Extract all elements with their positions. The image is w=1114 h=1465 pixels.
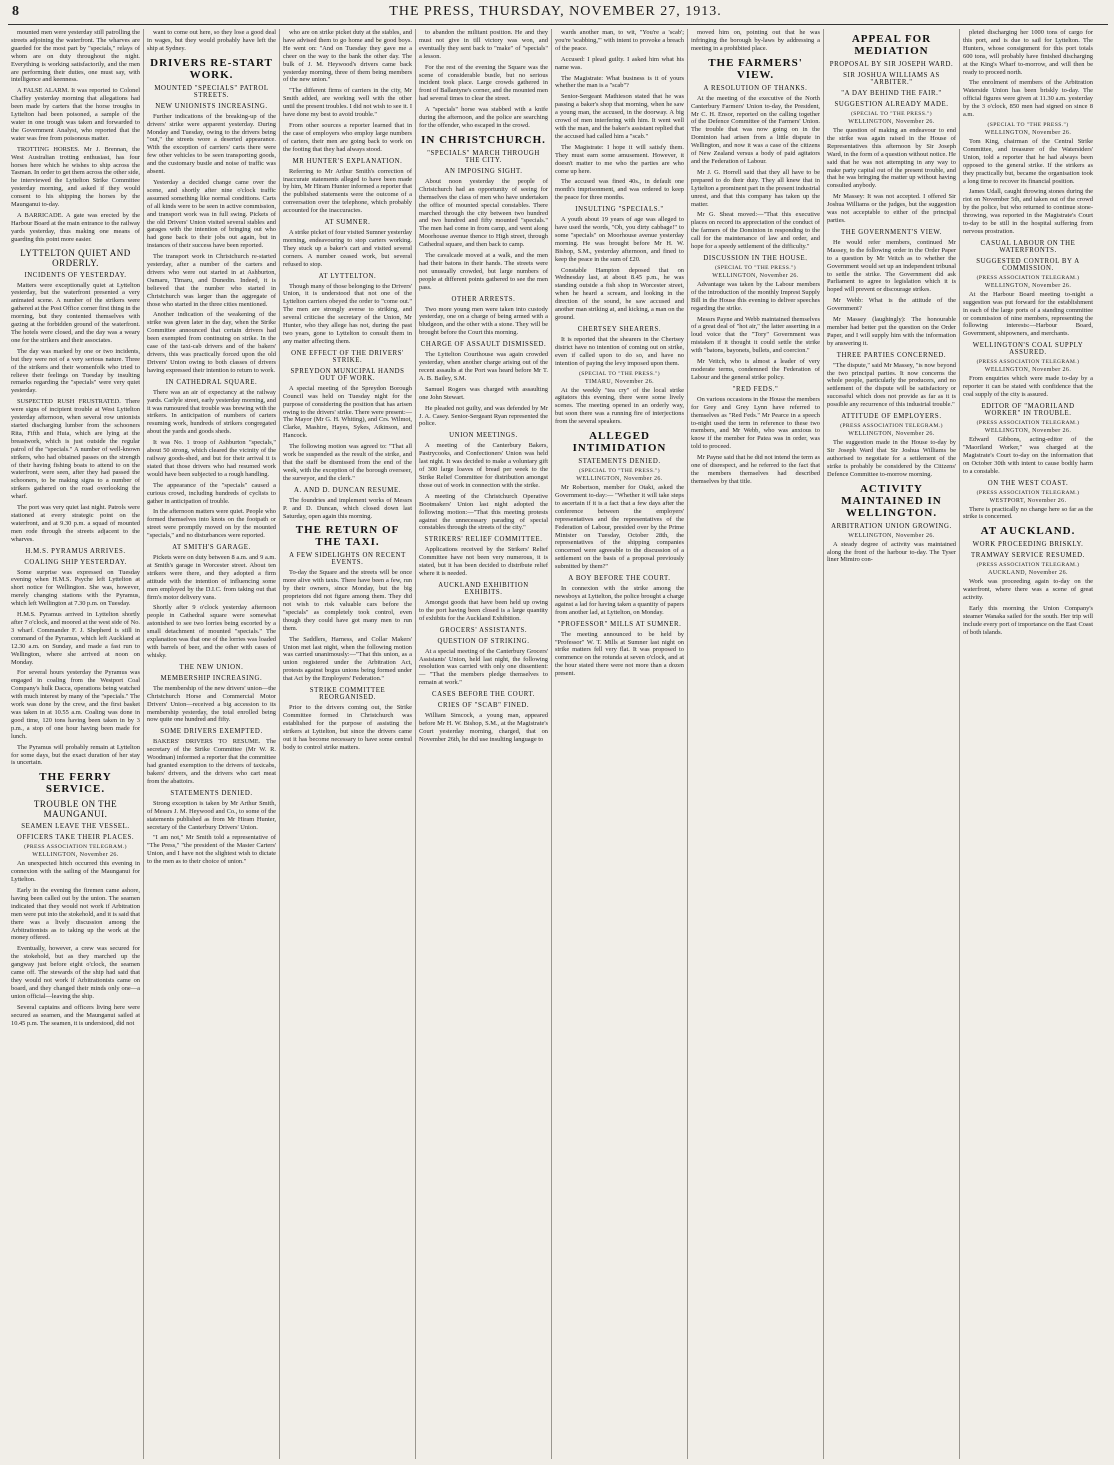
subheadline: OFFICERS TAKE THEIR PLACES. [16, 834, 135, 842]
subheadline: TROUBLE ON THE MAUNGANUI. [33, 799, 118, 820]
headline: IN CHRISTCHURCH. [421, 133, 546, 146]
article-paragraph: "I am not," Mr Smith told a representative of "The Press," "the president of the Master Carters' Union, and I have not the slightest wish to dictate to the men as to their choice of union." [147, 834, 276, 866]
wire-credit: (PRESS ASSOCIATION TELEGRAM.) [976, 562, 1080, 569]
article-paragraph: Mr Massey: It was not accepted. I offered Sir Joshua Williams or the judges, but the suggestion was not acceptable to either of the principal parties. [827, 193, 956, 224]
article-paragraph: "The dispute," said Mr Massey, "is now beyond the two principal parties. It now concerns the whole people, particularly the producers, and no settlement of the dispute will be satisfactory or successful which does not provide as far as it is possible any recurrence of this industrial trouble." [827, 361, 956, 409]
article-paragraph: Constable Hampton deposed that on Wednesday last, at about 8.45 p.m., he was standing outside a fish shop in Worcester street, when he heard a scream, and looking in the direction of the sound, he saw accused and another man striking at, and kicking, a man on the ground. [555, 266, 684, 321]
article-paragraph: It was No. 1 troop of Ashburton "specials," about 50 strong, which cleared the vicinity of the railway goods-shed, and but for their arrival it is stated that those drivers who had resumed work would have been subjected to a rough handling. [147, 439, 276, 478]
headline: THE FARMERS' VIEW. [708, 56, 803, 81]
dateline: WELLINGTON, November 26. [32, 852, 119, 859]
article-paragraph: Mr Massey (laughingly): The honourable member had better put the question on the Order Paper, and I will supply him with the information by answering it. [827, 316, 956, 347]
dateline: WELLINGTON, November 26. [984, 282, 1072, 289]
column-1 [8, 29, 144, 1459]
article-paragraph: At the weekly "tea cry" of the local strike agitators this evening, there were some lively scenes. The meeting opened in an orderly way, but soon there was a running fire of interjections from the several speakers. [555, 386, 684, 426]
subheadline: SUGGESTION ALREADY MADE. [834, 101, 949, 108]
wire-credit: (PRESS ASSOCIATION TELEGRAM.) [976, 420, 1080, 426]
subheadline: MOUNTED "SPECIALS" PATROL STREETS. [154, 84, 269, 99]
article-paragraph: The Lyttelton Courthouse was again crowded yesterday, when another charge arising out of the recent assaults at the Port was heard before Mr T. A. B. Bailey, S.M. [419, 351, 548, 382]
subheadline: "PROFESSOR" MILLS AT SUMNER. [557, 620, 682, 628]
dateline: WESTPORT, November 26. [989, 497, 1067, 504]
article-paragraph: Yesterday a decided change came over the scene, and shortly after nine o'clock traffic assumed something like normal conditions. Carts of all kinds were to be seen in active commission, and transport work was in full swing. Pickets of the old Drivers' Union visited several stables and garages with the intention of bringing out who had gone back to their jobs out again, but in instances of their success have been reported. [147, 178, 276, 250]
article-paragraph: Mr Robertson, member for Otaki, asked the Government to-day:— "Whether it will take steps to ascertain if it is a fact that a few days after the conference between the employers' representatives and the representatives of the Federation of Labour, presided over by the Prime Minister on Tuesday, October 28th, the representatives of the shipping companies concerned were agreeable to the discussion of a settlement on the basis of a proposal previously submitted by them?" [555, 484, 684, 571]
wire-credit: (PRESS ASSOCIATION TELEGRAM.) [976, 359, 1080, 366]
headline: APPEAL FOR MEDIATION [851, 33, 932, 57]
dateline: WELLINGTON, November 26. [984, 129, 1072, 136]
article-paragraph: The following motion was agreed to: "That all work be suspended as the result of the strike, and that the staff be dismissed from the end of the week, with the exception of the borough overseer, the surveyor, and the clerk." [283, 443, 412, 482]
article-paragraph: Early in the evening the firemen came ashore, having been called out by the union. The seamen indicated that they would not work if Arbitration men were put into the stokehold, and it is said that there was a lively discussion among the Arbitrationists as to taking up the work at the money offered. [11, 887, 140, 942]
article-paragraph: The port was very quiet last night. Patrols were stationed at every strategic point on the waterfront, and at 9.30 p.m. a squad of mounted men rode through the streets adjacent to the wharves. [11, 504, 140, 543]
article-paragraph: The Saddlers, Harness, and Collar Makers' Union met last night, when the following motion was carried unanimously:—"That this union, as a union registered under the Arbitration Act, protests against bogus unions being formed under that Act by the Employers' Federation." [283, 635, 412, 683]
subheadline: GROCERS' ASSISTANTS. [439, 626, 528, 634]
article-paragraph: Applications received by the Strikers' Relief Committee have not been very numerous, it is stated, but it has been decided to distribute relief where it is needed. [419, 546, 548, 578]
subheadline: OTHER ARRESTS. [451, 295, 516, 303]
subheadline: SPREYDON MUNICIPAL HANDS OUT OF WORK. [290, 367, 405, 382]
article-paragraph: William Simcock, a young man, appeared before Mr H. W. Bishop, S.M., at the Magistrate's Court yesterday morning, charged, that on November 26th, he did use insulting language to [419, 712, 548, 743]
subheadline: ONE EFFECT OF THE DRIVERS' STRIKE. [291, 349, 404, 364]
article-paragraph: H.M.S. Pyramus arrived in Lyttelton shortly after 7 o'clock, and moored at the west side of No. 3 wharf. Commander F. J. Shepherd is still in command of the Pyramus, which left Auckland at 12.30 a.m. on Sunday, and made a fast run to Wellington, where she arrived at noon on Monday. [11, 611, 140, 666]
subheadline: "A DAY BEHIND THE FAIR." [841, 90, 942, 97]
dateline: AUCKLAND, November 26. [988, 570, 1068, 577]
subheadline: TRAMWAY SERVICE RESUMED. [971, 552, 1085, 560]
article-paragraph: "The different firms of carriers in the city, Mr Smith added, are working well with the other until the present troubles. I did not wish to see it. I have done my best to avoid trouble." [283, 87, 412, 119]
subheadline: AN IMPOSING SIGHT. [444, 167, 523, 175]
subheadline: SOME DRIVERS EXEMPTED. [160, 728, 263, 736]
article-paragraph: The accused was fined 40s., in default one month's imprisonment, and was ordered to keep the peace for three months. [555, 178, 684, 202]
subheadline: MEMBERSHIP INCREASING. [160, 674, 263, 682]
article-paragraph: Some surprise was expressed on Tuesday evening when H.M.S. Psyche left Lyttelton at short notice for Wellington. She was, however, merely changing stations with the Pyramus, which left Wellington at 7.30 p.m. on Tuesday. [11, 568, 140, 608]
article-paragraph: Pickets were on duty between 8 a.m. and 9 a.m. at Smith's garage in Worcester street. About ten strikers were there, and they adopted a firm attitude with the intention of influencing some men employed by the D.I.C. from taking out that firm's motor delivery vans. [147, 554, 276, 601]
subheadline: INSULTING "SPECIALS." [575, 206, 664, 214]
article-paragraph: Advantage was taken by the Labour members of the introduction of the monthly Imprest Supply Bill in the House this evening to deliver speeches regarding the strike. [691, 280, 820, 312]
headline: AT AUCKLAND. [980, 525, 1076, 538]
subheadline: WELLINGTON'S COAL SUPPLY ASSURED. [972, 342, 1084, 357]
article-paragraph: The Pyramus will probably remain at Lyttelton for some days, but the exact duration of her stay is uncertain. [11, 743, 140, 767]
subheadline: CASES BEFORE THE COURT. [431, 691, 536, 699]
article-paragraph: to abandon the militant position. He and they must not give in till victory was won, and eventually they sent back to "make" of "specials" a lesson. [419, 29, 548, 60]
subheadline: CASUAL LABOUR ON THE WATERFRONTS. [980, 239, 1076, 254]
article-paragraph: For several hours yesterday the Pyramus was engaged in coaling from the Westport Coal Company's hulk Dacca, operations being watched with much interest by many of the "specials." The work was done by the crew, and the first basket was taken in at 10.55 a.m. Coaling was done in good time, 120 tons having been taken in by 3 p.m., a stop of one hour having been made for lunch. [11, 669, 140, 740]
dateline: WELLINGTON, November 26. [576, 476, 663, 483]
article-paragraph: The appearance of the "specials" caused a curious crowd, including hundreds of cyclists to gather in anticipation of trouble. [147, 481, 276, 505]
article-paragraph: Further indications of the breaking-up of the drivers' strike were apparent yesterday. During Monday and Tuesday, owing to the drivers being "out," the streets wore a deserted appearance. With the exception of carriers' carts there were few other vehicles to be seen transporting goods, and the customary bustle and noise of traffic was absent. [147, 112, 276, 176]
article-paragraph: There is practically no change here so far as the strike is concerned. [963, 505, 1093, 521]
column-4 [416, 29, 552, 1459]
subheadline: "SPECIALS" MARCH THROUGH THE CITY. [427, 149, 540, 164]
masthead [8, 4, 1108, 25]
dateline: WELLINGTON, November 26. [848, 532, 935, 539]
dateline: WELLINGTON, November 26. [984, 367, 1072, 374]
subheadline: AUCKLAND EXHIBITION EXHIBITS. [438, 581, 529, 596]
subheadline: A FEW SIDELIGHTS ON RECENT EVENTS. [289, 552, 406, 567]
article-paragraph: Another indication of the weakening of the strike was given later in the day, when the Strike Committee announced that certain drivers had been exempted from continuing on strike. In the case of the taxi-cab drivers and of the bakers' drivers, this was practically forced upon the old Drivers' Union owing to both classes of drivers having expressed their intention to return to work. [147, 311, 276, 374]
subheadline: SEAMEN LEAVE THE VESSEL. [21, 823, 130, 831]
article-paragraph: In connexion with the strike among the newsboys at Lyttelton, the police brought a charge against a lad for having taken a quantity of papers from another lad, at Lyttelton, on Monday. [555, 585, 684, 616]
wire-credit: (SPECIAL TO "THE PRESS.") [579, 370, 660, 377]
headline: THE FERRY SERVICE. [39, 771, 112, 796]
article-paragraph: From other sources a reporter learned that in the case of employers who employ large numbers of carters, their men are going back to work on the footing that they had always stood. [283, 121, 412, 153]
subheadline: WORK PROCEEDING BRISKLY. [972, 541, 1084, 549]
article-paragraph: Shortly after 9 o'clock yesterday afternoon people in Cathedral square were somewhat astonished to see two lorries being escorted by a small detachment of mounted "specials." The explanation was that one of the lorries was loaded with barrels of beer, and the other with cases of whisky. [147, 604, 276, 659]
subheadline: COALING SHIP YESTERDAY. [24, 558, 127, 566]
wire-credit: (PRESS ASSOCIATION TELEGRAM.) [840, 423, 943, 430]
subheadline: THREE PARTIES CONCERNED. [836, 351, 947, 359]
article-paragraph: Prior to the drivers coming out, the Strike Committee formed in Christchurch was established for the purpose of assisting the strikers at Lyttelton, but since the drivers came out it has become necessary to have some central body to control strike matters. [283, 704, 412, 751]
article-paragraph: Several captains and officers living here were secured as seamen, and the Maunganui sailed at 10.45 p.m. The seamen, it is understood, did not [11, 1003, 140, 1027]
article-paragraph: A meeting of the Christchurch Operative Bootmakers' Union last night adopted the following motion:—"That this meeting protests against the unnecessary parading of special constables through the streets of the city." [419, 492, 548, 532]
subheadline: AT SMITH'S GARAGE. [172, 544, 251, 552]
article-paragraph: The suggestion made in the House to-day by Sir Joseph Ward that Sir Joshua Williams be authorised to negotiate for a settlement of the strike is probably be considered by the Citizens' Defence Committee to-morrow morning. [827, 439, 956, 478]
columns-container [8, 29, 1108, 1459]
article-paragraph: Strong exception is taken by Mr Arthur Smith, of Messrs J. M. Heywood and Co., to some of the statements published as from Mr Hiram Hunter, secretary of the Canterbury Drivers' Union. [147, 799, 276, 831]
article-paragraph: Samuel Rogers was charged with assaulting one John Stewart. [419, 385, 548, 401]
article-paragraph: The day was marked by one or two incidents, but they were not of a very serious nature. Three of the strikers and their womenfolk who tried to relieve their feelings on Tuesday by insulting remarks regarding the "specials" were very quiet yesterday. [11, 347, 140, 395]
dateline: WELLINGTON, November 26. [848, 431, 935, 438]
article-paragraph: Matters were exceptionally quiet at Lyttelton yesterday, but the waterfront presented a very animated scene. A number of the strikers were gathered at the Post Office corner first thing in the morning, but they contented themselves with gazing at the forbidden ground of the waterfront. The hotels were closed, and the day was a weary one for the strikers and their associates. [11, 281, 140, 344]
column-7 [824, 29, 960, 1459]
dateline: WELLINGTON, November 26. [712, 272, 799, 279]
subheadline: CRIES OF "SCAB" FINED. [437, 702, 530, 710]
article-paragraph: It is reported that the shearers in the Chertsey district have no intention of coming out on strike, even if called upon to do so, and have no intention of paying the levy imposed upon them. [555, 335, 684, 367]
column-3 [280, 29, 416, 1459]
subheadline: STRIKERS' RELIEF COMMITTEE. [424, 536, 543, 544]
subheadline: NEW UNIONISTS INCREASING. [155, 102, 268, 110]
article-paragraph: Referring to Mr Arthur Smith's correction of inaccurate statements alleged to have been made by him, Mr Hiram Hunter informed a reporter that the published statements were the outcome of a conversation over the telephone, which probably accounted for the inaccuracies. [283, 167, 412, 215]
article-paragraph: Tom King, chairman of the Central Strike Committee, and treasurer of the Watersiders' Union, told a reporter that he had always been opposed to the general strike. If the strikers as they practically but, became the organisation took a long time to recover its financial position. [963, 137, 1093, 185]
article-paragraph: The Magistrate: I hope it will satisfy them. They must earn some amusement. However, it doesn't matter to me who the parties are who come up here. [555, 143, 684, 175]
column-2 [144, 29, 280, 1459]
article-paragraph: In the afternoon matters were quiet. People who formed themselves into knots on the footpath or street were promptly moved on by the mounted "specials," and no disturbances were reported. [147, 508, 276, 540]
subheadline: H.M.S. PYRAMUS ARRIVES. [25, 547, 126, 555]
article-paragraph: want to come out here, so they lose a good deal in wages, but they would probably have left the ship at Sydney. [147, 29, 276, 52]
subheadline: "RED FEDS." [732, 385, 779, 393]
article-paragraph: SUSPECTED RUSH FRUSTRATED. There were signs of incipient trouble at West Lyttelton yesterday afternoon, when several row unionists started discharging lumber from the schooners Rita, Fifth and Huia, which are lying at the breastwork, which is just outside the regular patrol of the "specials." A number of well-known strikers, who had obtained passes on the strength of their having fishing boats to attend to on the waterfront, were seen, after they had passed the schooners, to be making signs to a number of strikers gathered on the road overlooking the wharf. [11, 398, 140, 501]
article-paragraph: Eventually, however, a crew was secured for the stokehold, but as they marched up the gangway just before eight o'clock, the seamen came off. The stewards of the ship had said that they would not work if Arbitrationists came on board, and they changed their minds only one—a union official—leaving the ship. [11, 945, 140, 1000]
article-paragraph: A special meeting of the Spreydon Borough Council was held on Tuesday night for the purpose of considering the position that has arisen owing to the drivers' strike. There were present:—The Mayor (Mr G. H. Whiting), and Crs. Wilmot, Clarke, Mashire, Hayes, Sykes, Atkinson, and Hancock. [283, 384, 412, 440]
subheadline: SUGGESTED CONTROL BY A COMMISSION. [976, 257, 1080, 272]
subheadline: CHARGE OF ASSAULT DISMISSED. [420, 341, 547, 349]
wire-credit: (PRESS ASSOCIATION TELEGRAM.) [976, 274, 1080, 281]
column-8 [960, 29, 1096, 1459]
article-paragraph: The foundries and implement works of Messrs P. and D. Duncan, which closed down last Saturday, open again this morning. [283, 496, 412, 520]
article-paragraph: He would refer members, continued Mr Massey, to the following order in the Order Paper to a question by Mr Veitch as to whether the Government would set up an independent tribunal to settle the strike. The Government did ask Parliament to agree to legislation which it is hoped will prevent or discourage strikes. [827, 238, 956, 294]
subheadline: A BOY BEFORE THE COURT. [568, 575, 671, 583]
article-paragraph: For the rest of the evening the Square was the scene of considerable bustle, but no serious incident took place. Large crowds gathered in front of Ballantyne's corner, and the mounted men had several times to clear the street. [419, 63, 548, 103]
article-paragraph: Mr Payne said that he did not intend the term as one of disrespect, and he referred to the fact that the members themselves had described themselves by that title. [691, 454, 820, 485]
article-paragraph: BAKERS' DRIVERS TO RESUME. The secretary of the Strike Committee (Mr W. R. Woodman) informed a reporter that the committee had granted exemption to the drivers of taxicabs, bakers' drivers, and the drivers who cart meat from the abattoirs. [147, 738, 276, 785]
column-6 [688, 29, 824, 1459]
subheadline: ATTITUDE OF EMPLOYERS. [841, 413, 942, 421]
headline: THE RETURN OF THE TAXI. [295, 524, 400, 549]
article-paragraph: Two more young men were taken into custody yesterday, one on a charge of being armed with a bludgeon, and the other with a stone. They will be brought before the Court this morning. [419, 305, 548, 337]
subheadline: STATEMENTS DENIED. [578, 458, 661, 466]
article-paragraph: Mr J. G. Horrell said that they all have to be prepared to do their duty. They all knew that in Lyttelton a prominent part in the present industrial unrest, and that this company has taken up the matter. [691, 168, 820, 208]
article-paragraph: The transport work in Christchurch re-started yesterday, after a number of the carters and drivers who were out started in at Ashburton, Oamaru, Timaru, and Dunedin. Indeed, it is believed that the number who started in Christchurch was larger than the aggregate of those who started in the three cities mentioned. [147, 253, 276, 308]
dateline: TIMARU, November 26. [585, 378, 654, 385]
subheadline: AT LYTTELTON. [318, 272, 377, 280]
article-paragraph: The question of making an endeavour to end the strike was again raised in the House of Representatives this afternoon by Sir Joseph Ward, in the form of a question without notice. He said that he was not attempting in any way to make party capital out of the present trouble, and that he was bringing the matter up without having consulted anybody. [827, 127, 956, 190]
article-paragraph: He pleaded not guilty, and was defended by Mr J. A. Casey. Senior-Sergeant Ryan represented the police. [419, 404, 548, 428]
column-5 [552, 29, 688, 1459]
article-paragraph: Messrs Payne and Webb maintained themselves of a great deal of "hot air," the latter asserting in a loud voice that the "Tory" Government was mistaken if it thought it could settle the strike with "batons, bayonets, bullets, and coercion." [691, 315, 820, 355]
wire-credit: (SPECIAL TO "THE PRESS.") [851, 111, 932, 117]
subheadline: AT SUMNER. [324, 219, 371, 227]
article-paragraph: A steady degree of activity was maintained along the front of the harbour to-day. The Tyser liner Mimiro con- [827, 540, 956, 564]
article-paragraph: About noon yesterday the people of Christchurch had an opportunity of seeing for themselves the class of men who have undertaken the office of mounted special constables. There marched through the city between two hundred and two hundred and fifty mounted "specials." The men had come in from camp, and went along Moorhouse avenue thence to High street, through Cathedral square, and then back to camp. [419, 177, 548, 249]
article-paragraph: Work was proceeding again to-day on the waterfront, where there was a scene of great activity. [963, 578, 1093, 602]
subheadline: A RESOLUTION OF THANKS. [703, 84, 808, 92]
article-paragraph: James Udall, caught throwing stones during the riot on November 5th, and taken out of the crowd by the police, but who returned to continue stone-throwing, was reported in the Magistrate's Court to-day to be still in the hospital suffering from nervous prostration. [963, 188, 1093, 235]
article-paragraph: Amongst goods that have been held up owing to the port having been closed is a large quantity of exhibits for the Auckland Exhibition. [419, 598, 548, 622]
article-paragraph: From enquiries which were made to-day by a reporter it can be stated with confidence that the coal supply of the city is assured. [963, 375, 1093, 399]
article-paragraph: Mr Webb: What is the attitude of the Government? [827, 297, 956, 313]
subheadline: MR HUNTER'S EXPLANATION. [292, 157, 403, 165]
article-paragraph: At the Harbour Board meeting to-night a suggestion was put forward for the establishment in each of the large ports of a standing committee or commission of nine members, representing the following interests:—Harbour Board, Government, shipowners, and merchants. [963, 290, 1093, 338]
subheadline: SIR JOSHUA WILLIAMS AS "ARBITER." [843, 72, 940, 86]
article-paragraph: pleted discharging her 1000 tons of cargo for this port, and is due to sail for Lyttelton. The Hunters, whose consignment for this port totals 600 tons, will probably have finished discharging at the King's Wharf to-morrow, and will then be ready to proceed north. [963, 29, 1093, 76]
article-paragraph: Mr Veitch, who is almost a leader of very moderate terms, condemned the Federation of Labour and the general strike policy. [691, 358, 820, 381]
subheadline: CHERTSEY SHEARERS. [577, 325, 662, 333]
subheadline: QUESTION OF STRIKING. [437, 637, 530, 645]
article-paragraph: A BARRICADE. A gate was erected by the Harbour Board at the main entrance to the railway yards yesterday, thus making one means of guarding this point more easier. [11, 211, 140, 243]
article-paragraph: The meeting announced to be held by "Professor" W. T. Mills at Sumner last night on strike matters fell very flat. It was proposed to commence on the rotunda at seven o'clock, and at the hour stated there were not more than a dozen present. [555, 630, 684, 678]
headline: DRIVERS RE-START WORK. [150, 56, 273, 81]
article-paragraph: Mr G. Sheat moved:—"That this executive places on record its appreciation of the conduct of the farmers of the Dominion in responding to the call for the maintenance of law and order, and hope for a speedy settlement of the difficulty." [691, 211, 820, 251]
wire-credit: (SPECIAL TO "THE PRESS.") [579, 468, 660, 475]
article-paragraph: The enrolment of members of the Arbitration Waterside Union has been briskly to-day. The official figures were given at 11.30 a.m. yesterday by the 3 o'clock, 850 men had signed on since 8 a.m. [963, 79, 1093, 119]
subheadline: PROPOSAL BY SIR JOSEPH WARD. [829, 61, 954, 68]
article-paragraph: At a special meeting of the Canterbury Grocers' Assistants' Union, held last night, the following resolution was carried with only one dissentient:— "That the members pledge themselves to remain at work." [419, 647, 548, 687]
article-paragraph: Though many of those belonging to the Drivers' Union, it is understood that not one of the Lyttelton carriers obeyed the order to "come out." The men are strongly averse to striking, and several criticise the secretary of the Union, Mr Hunter, who they allege has not, during the past two years, gone to Lyttelton to consult them in any matter affecting them. [283, 282, 412, 345]
article-paragraph: Accused: I plead guilty. I asked him what his name was. [555, 55, 684, 71]
article-paragraph: mounted men were yesterday still patrolling the streets adjoining the waterfront. The wharves are guarded for the most part by "specials," relays of whom are on duty throughout the night. Everything is working satisfactorily, and the men are performing their duties, one must say, with intelligence and keenness. [11, 29, 140, 84]
wire-credit: (SPECIAL TO "THE PRESS.") [715, 264, 796, 271]
article-paragraph: Edward Gibbons, acting-editor of the "Maoriland Worker," was charged at the Magistrate's Court to-day on the information that on October 30th with intent to cause bodily harm to a constable. [963, 436, 1093, 475]
article-paragraph: A "specials" horse was stabbed with a knife during the afternoon, and the police are searching for the offender, who escaped in the crowd. [419, 106, 548, 129]
subheadline: ON THE WEST COAST. [987, 479, 1069, 487]
article-paragraph: The cavalcade moved at a walk, and the men had their batons in their hands. The streets were not unusually crowded, but large numbers of people at different points gathered to see the men pass. [419, 252, 548, 291]
article-paragraph: wards another man, to wit, "You're a 'scab'; you're 'scabbing,'" with intent to provoke a breach of the peace. [555, 29, 684, 52]
article-paragraph: A strike picket of four visited Sumner yesterday morning, endeavouring to stop carters working. They stuck up a baker's cart and visited several corners. A number ceased work, but several refused to stop. [283, 229, 412, 268]
subheadline: THE GOVERNMENT'S VIEW. [840, 228, 943, 236]
subheadline: IN CATHEDRAL SQUARE. [165, 378, 258, 386]
subheadline: UNION MEETINGS. [449, 432, 518, 440]
subheadline: STRIKE COMMITTEE REORGANISED. [309, 687, 386, 702]
subheadline: DISCUSSION IN THE HOUSE. [703, 254, 808, 262]
page-number: 8 [12, 4, 19, 19]
headline: ALLEGED INTIMIDATION [572, 430, 667, 455]
article-paragraph: A FALSE ALARM. It was reported to Colonel Chaffey yesterday morning that allegations had been made by carters that the horse troughs in Lyttelton had been poisoned, a sample of the water in one trough was taken and forwarded to the Government Analyst, who reported that the water was free from poisonous matter. [11, 87, 140, 142]
wire-credit: (SPECIAL TO "THE PRESS.") [987, 121, 1069, 128]
masthead-title: THE PRESS, THURSDAY, NOVEMBER 27, 1913. [389, 4, 722, 19]
subheadline: A. AND D. DUNCAN RESUME. [293, 486, 402, 494]
subheadline: INCIDENTS OF YESTERDAY. [24, 271, 127, 279]
subheadline: STATEMENTS DENIED. [170, 789, 253, 797]
article-paragraph: TROTTING HORSES. Mr J. Brennan, the West Australian trotting enthusiast, has four horses here which he wishes to ship across the Tasman. In order to get them across the other side, he interviewed the Lyttelton Strike Committee yesterday morning, and asked if they would consent to his shipping the horses by the Maunganui to-day. [11, 145, 140, 209]
article-paragraph: Early this morning the Union Company's steamer Wanaka sailed for the south. Her trip will include every port of importance on the East Coast of both islands. [963, 605, 1093, 636]
article-paragraph: A meeting of the Canterbury Bakers, Pastrycooks, and Confectioners' Union was held last night. It was decided to make a voluntary gift of 300 large loaves of bread per week to the Strike Relief Committee for distribution amongst those out of work in connection with the strike. [419, 442, 548, 489]
headline: ACTIVITY MAINTAINED IN WELLINGTON. [841, 482, 942, 519]
wire-credit: (PRESS ASSOCIATION TELEGRAM.) [24, 844, 127, 851]
dateline: WELLINGTON, November 26. [848, 119, 935, 125]
subheadline: LYTTELTON QUIET AND ORDERLY. [20, 247, 131, 268]
article-paragraph: The Magistrate: What business is it of yours whether the man is a "scab"? [555, 74, 684, 90]
article-paragraph: Senior-Sergeant Mathieson stated that he was passing a baker's shop that morning, when he saw a young man, the accused, in the doorway. A big crowd of men interfering with him. It went well with the man, and the baker's assistant replied that the accused had called him a "scab." [555, 93, 684, 140]
article-paragraph: The membership of the new drivers' union—the Christchurch Horse and Commercial Motor Drivers' Union—received a big accession to its membership yesterday, the total enrolled being now quite one hundred and fifty. [147, 684, 276, 724]
article-paragraph: A youth about 19 years of age was alleged to have used the words, "Oh, you dirty cabbage!" to some "specials" on Moorhouse avenue yesterday morning. He was brought before Mr H. W. Bishop, S.M., yesterday afternoon, and fined to keep the peace in the sum of £20. [555, 216, 684, 263]
article-paragraph: To-day the Square and the streets will be once more alive with taxis. There have been a few, run by their owners, since Monday, but the big proprietors did not figure among them. They did not wish to risk valuable cars before the "specials" as completely took control, even though they could have got many men to run them. [283, 569, 412, 632]
wire-credit: (PRESS ASSOCIATION TELEGRAM.) [976, 489, 1080, 496]
article-paragraph: On various occasions in the House the members for Grey and Grey Lynn have referred to themselves as "Red Feds." Mr Pearce in a speech to-night used the term in reference to these two members, and Mr Webb, who was anxious to know if the member for Patea was in order, was told to proceed. [691, 395, 820, 451]
dateline: WELLINGTON, November 26. [984, 428, 1072, 434]
article-paragraph: An unexpected hitch occurred this evening in connexion with the sailing of the Maunganui for Lyttelton. [11, 860, 140, 884]
subheadline: ARBITRATION UNION GROWING. [831, 522, 952, 530]
article-paragraph: There was an air of expectancy at the railway yards. Carlyle street, early yesterday morning, and it was rumoured that trouble was brewing with the strikers. In anticipation of numbers of carters resuming work, hundreds of strikers congregated about the yards and goods sheds. [147, 388, 277, 436]
article-paragraph: who are on strike picket duty at the stables, and have advised them to go home and be good boys. He went on: "And on Tuesday they gave me a cheer on the way to the bank the other day. The bulk of J. M. Heywood's drivers came back yesterday morning, three of them being members of the new union." [283, 29, 412, 84]
subheadline: EDITOR OF "MAORILAND WORKER" IN TROUBLE. [981, 403, 1075, 417]
article-paragraph: At the meeting of the executive of the North Canterbury Farmers' Union to-day, the President, Mr C. H. Ensor, reported on the calling together of the Defence Committee of the Farmers' Union. The trouble that was now going on in the Dominion had arisen from a little dispute in Wellington, and now it was a case of the citizens of New Zealand versus a body of paid agitators and the Federation of Labour. [691, 94, 820, 165]
subheadline: THE NEW UNION. [179, 663, 244, 671]
article-paragraph: moved him on, pointing out that he was infringing the borough by-laws by addressing a meeting in a prohibited place. [691, 29, 820, 52]
